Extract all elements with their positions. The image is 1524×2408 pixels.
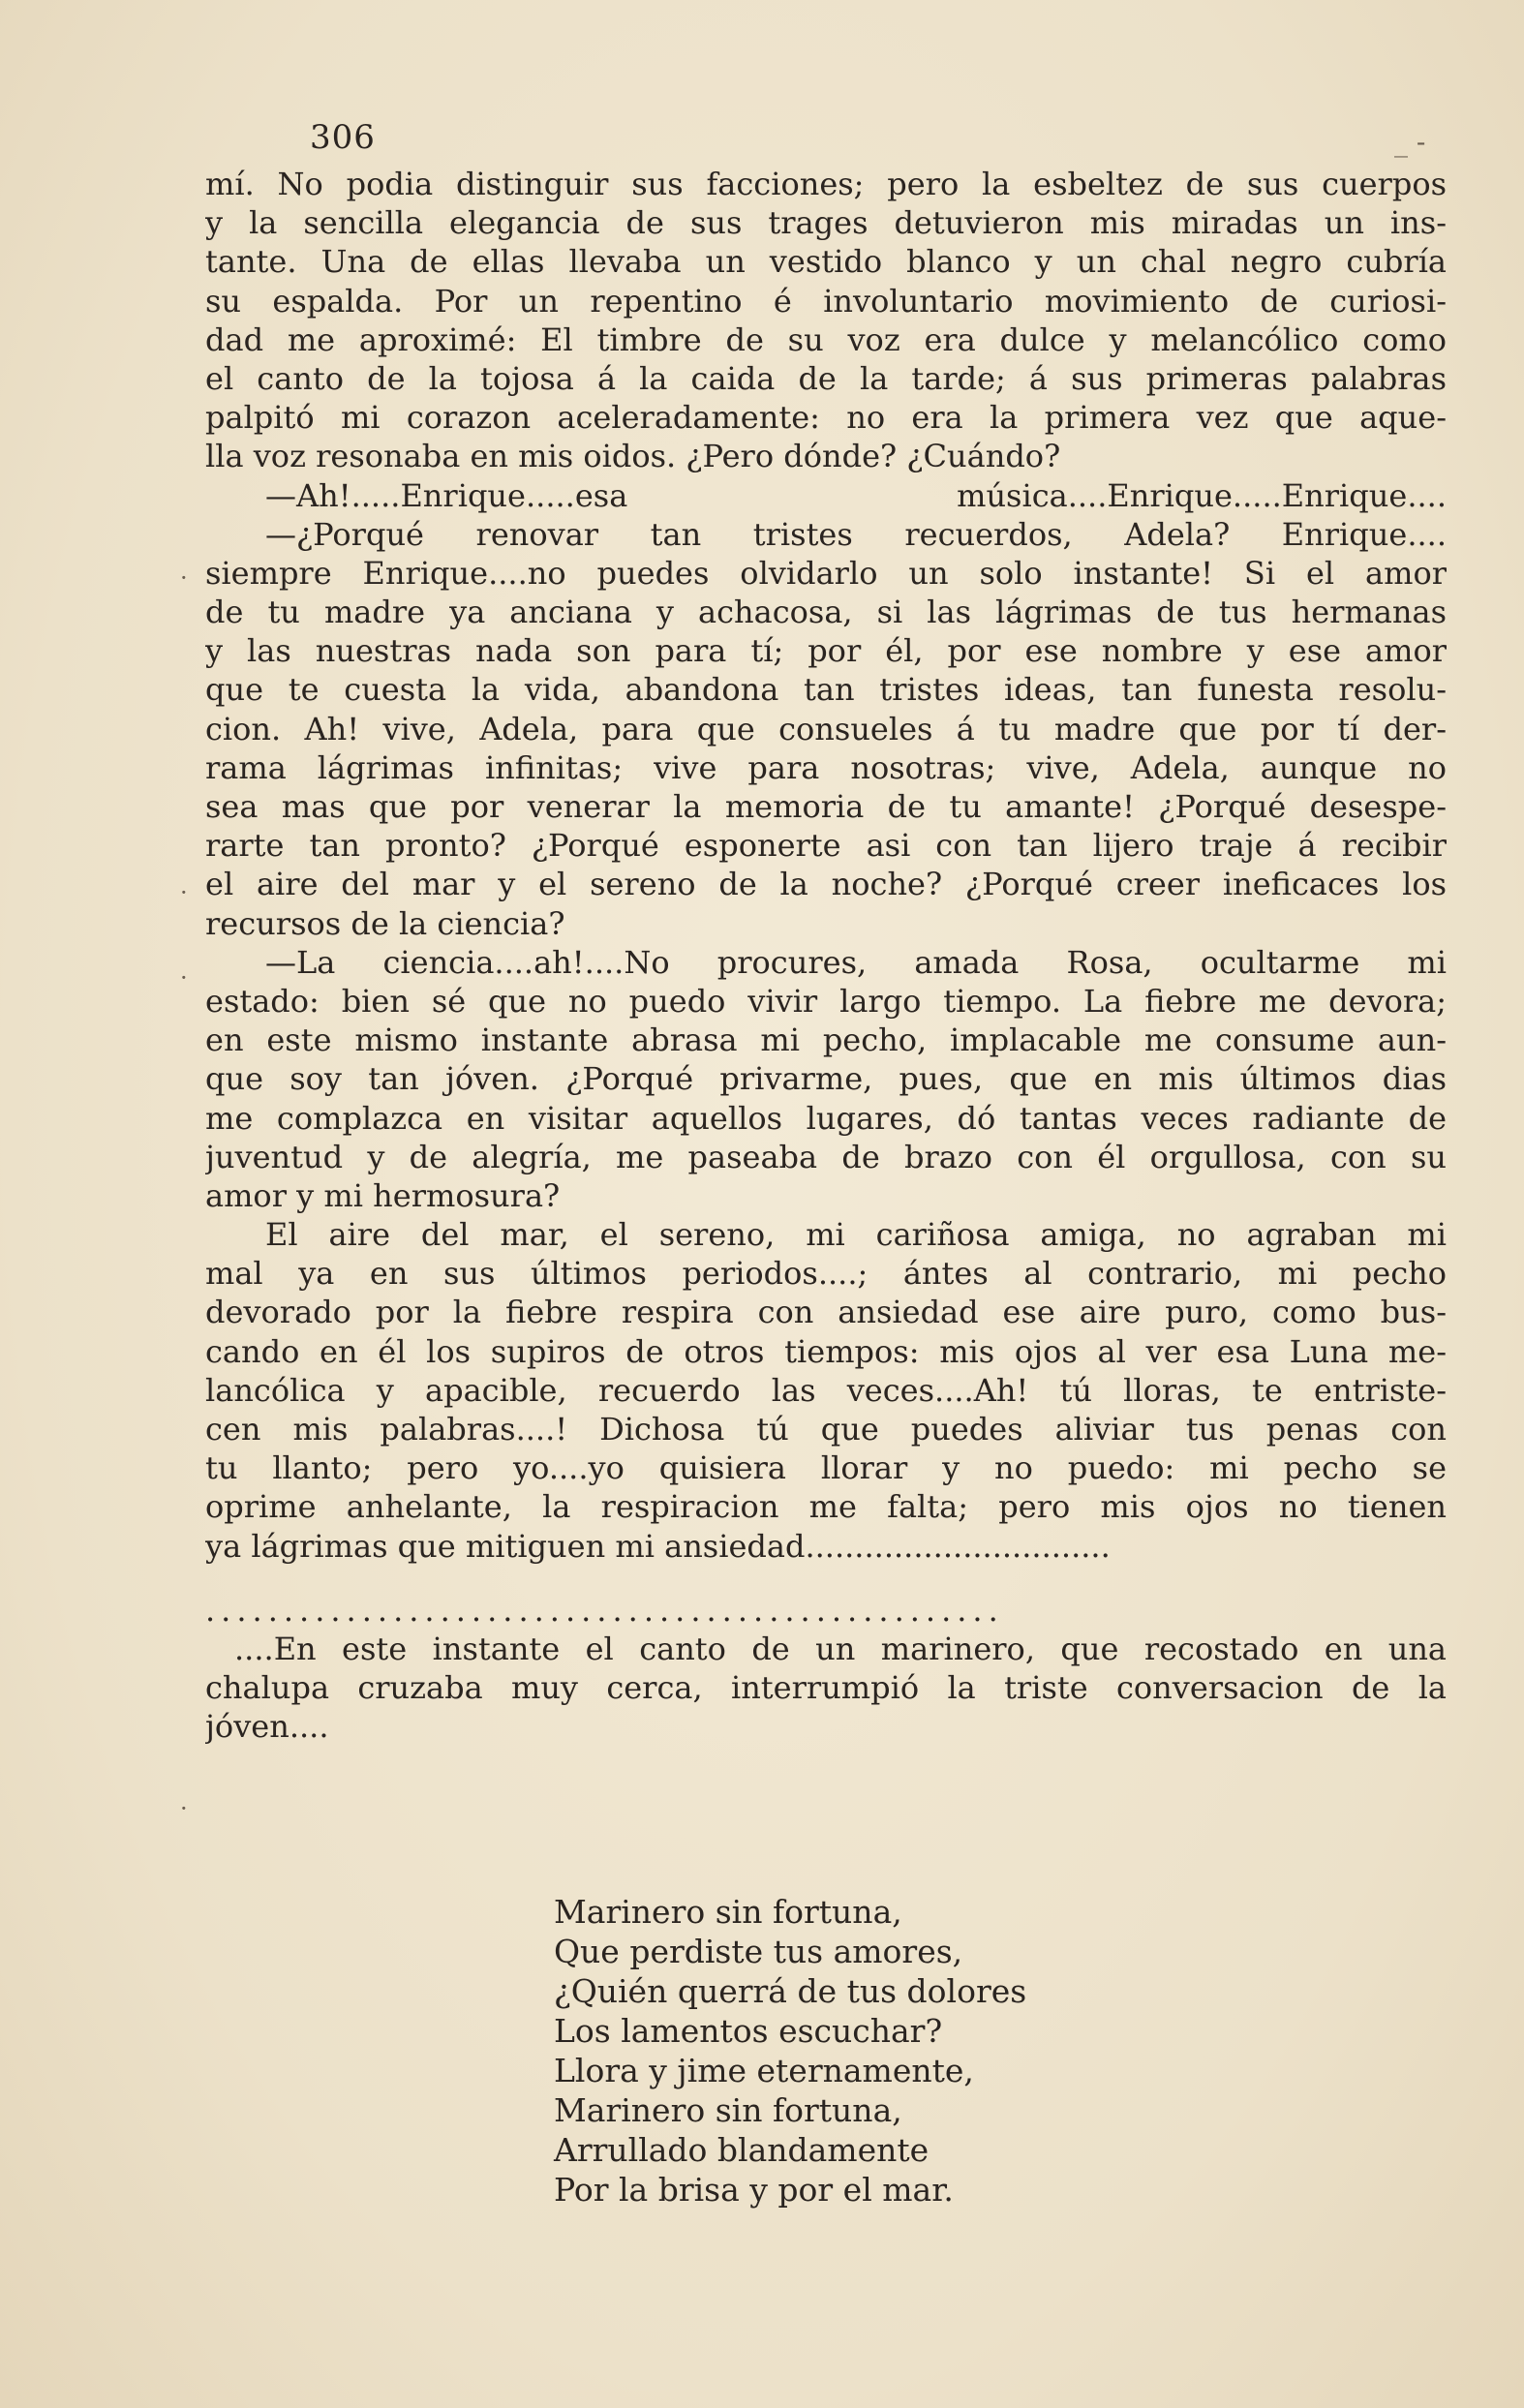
prose-line: lla voz resonaba en mis oidos. ¿Pero dónde? ¿Cuándo? (205, 438, 1061, 475)
verse-line: Arrullado blandamente (554, 2131, 930, 2169)
prose-line: y la sencilla elegancia de sus trages detuvieron mis miradas un ins- (205, 204, 1447, 242)
dialogue-line: —¿Porqué renovar tan tristes recuerdos, Adela? Enrique.... (265, 515, 1447, 553)
closing-line: jóven.... (205, 1708, 329, 1746)
corner-mark: _ - (1394, 126, 1426, 158)
verse-line: Por la brisa y por el mar. (554, 2171, 954, 2209)
verse-line: Llora y jime eternamente, (554, 2052, 974, 2089)
prose-line: cion. Ah! vive, Adela, para que consueles á tu madre que por tí der- (205, 710, 1447, 747)
verse-line: ¿Quién querrá de tus dolores (554, 1972, 1027, 2010)
prose-line: de tu madre ya anciana y achacosa, si las lágrimas de tus hermanas (205, 594, 1447, 631)
closing-line: ....En este instante el canto de un marinero, que recostado en una (234, 1630, 1447, 1667)
prose-line: el aire del mar y el sereno de la noche? ¿Porqué creer ineficaces los (205, 866, 1447, 903)
verse-line: Que perdiste tus amores, (554, 1933, 963, 1970)
prose-line: que soy tan jóven. ¿Porqué privarme, pues, que en mis últimos dias (205, 1060, 1447, 1098)
prose-line: ya lágrimas que mitiguen mi ansiedad............................... (205, 1527, 1111, 1565)
verse-line: Marinero sin fortuna, (554, 2091, 902, 2129)
prose-line: cando en él los supiros de otros tiempos: mis ojos al ver esa Luna me- (205, 1332, 1447, 1370)
closing-line: chalupa cruzaba muy cerca, interrumpió la triste conversacion de la (205, 1669, 1447, 1707)
prose-line: lancólica y apacible, recuerdo las veces....Ah! tú lloras, te entriste- (205, 1371, 1447, 1409)
print-speck: · (180, 964, 188, 991)
prose-line: oprime anhelante, la respiracion me falta; pero mis ojos no tienen (205, 1488, 1447, 1526)
page-number: 306 (310, 118, 376, 157)
prose-line: juventud y de alegría, me paseaba de brazo con él orgullosa, con su (205, 1138, 1447, 1175)
prose-line: devorado por la fiebre respira con ansiedad ese aire puro, como bus- (205, 1294, 1447, 1331)
prose-line: rama lágrimas infinitas; vive para nosotras; vive, Adela, aunque no (205, 748, 1447, 786)
dialogue-line: —La ciencia....ah!....No procures, amada Rosa, ocultarme mi (265, 943, 1447, 981)
prose-line: su espalda. Por un repentino é involuntario movimiento de curiosi- (205, 282, 1447, 320)
song-verses (554, 1892, 1026, 2210)
print-speck: · (180, 1795, 188, 1822)
ellipsis-separator: ................................................... (205, 1591, 1004, 1629)
dialogue-line: —Ah!.....Enrique.....esa música....Enrique.....Enrique.... (265, 476, 1447, 514)
verse-line: Los lamentos escuchar? (554, 2012, 943, 2050)
prose-line: El aire del mar, el sereno, mi cariñosa amiga, no agraban mi (265, 1216, 1447, 1254)
prose-line: recursos de la ciencia? (205, 904, 565, 942)
prose-block (205, 165, 1447, 1747)
prose-line: me complazca en visitar aquellos lugares, dó tantas veces radiante de (205, 1099, 1447, 1137)
prose-line: cen mis palabras....! Dichosa tú que puedes aliviar tus penas con (205, 1411, 1447, 1448)
prose-line: sea mas que por venerar la memoria de tu amante! ¿Porqué desespe- (205, 788, 1447, 825)
prose-line: dad me aproximé: El timbre de su voz era dulce y melancólico como (205, 320, 1447, 358)
print-speck: · (180, 879, 188, 906)
prose-line: rarte tan pronto? ¿Porqué esponerte asi con tan lijero traje á recibir (205, 827, 1447, 865)
prose-line: mí. No podia distinguir sus facciones; pero la esbeltez de sus cuerpos (205, 166, 1447, 202)
prose-line: amor y mi hermosura? (205, 1176, 561, 1214)
prose-line: mal ya en sus últimos periodos....; ántes al contrario, mi pecho (205, 1255, 1447, 1293)
prose-line: en este mismo instante abrasa mi pecho, implacable me consume aun- (205, 1021, 1447, 1059)
print-speck: · (180, 564, 188, 592)
prose-line: y las nuestras nada son para tí; por él, por ese nombre y ese amor (205, 632, 1447, 670)
prose-line: tu llanto; pero yo....yo quisiera llorar y no puedo: mi pecho se (205, 1449, 1447, 1487)
prose-line: tante. Una de ellas llevaba un vestido blanco y un chal negro cubría (205, 243, 1447, 281)
prose-line: que te cuesta la vida, abandona tan tristes ideas, tan funesta resolu- (205, 671, 1447, 709)
prose-line: siempre Enrique....no puedes olvidarlo un solo instante! Si el amor (205, 554, 1447, 592)
verse-line: Marinero sin fortuna, (554, 1893, 902, 1931)
prose-line: el canto de la tojosa á la caida de la tarde; á sus primeras palabras (205, 359, 1447, 397)
prose-line: estado: bien sé que no puedo vivir largo tiempo. La fiebre me devora; (205, 982, 1447, 1020)
prose-line: palpitó mi corazon aceleradamente: no era la primera vez que aque- (205, 399, 1447, 437)
